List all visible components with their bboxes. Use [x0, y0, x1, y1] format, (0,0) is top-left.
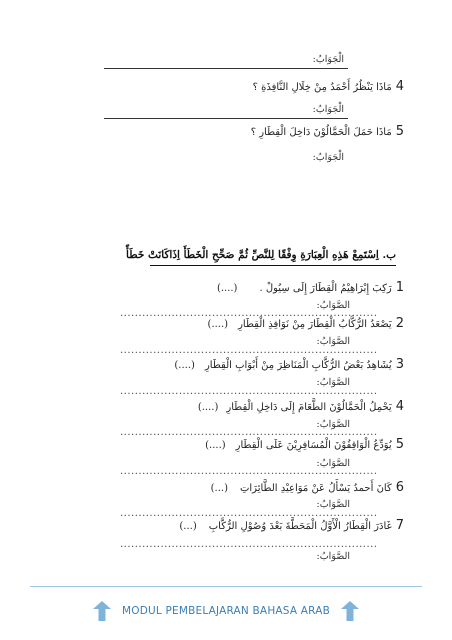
statement-number: 7	[395, 518, 404, 533]
arrow-up-icon	[92, 600, 112, 622]
correction-label: الصَّوَابُ:	[316, 336, 350, 347]
question-5	[251, 124, 404, 139]
true-false-mark[interactable]: (...)	[179, 521, 197, 532]
statement-3	[174, 357, 404, 372]
statement-text: يَصْعَدُ الرُّكَّابُ الْقِطَارَ مِنْ نَوَافِذِ الْقِطَارِ	[238, 319, 392, 330]
correction-dots[interactable]: ......................................................................	[120, 508, 378, 519]
answer-label: الْجَوَابُ:	[312, 54, 344, 65]
true-false-mark[interactable]: (....)	[207, 319, 229, 330]
statement-text: يُشَاهِدُ بَعْضُ الرُّكَّابِ الْمَنَاظِرَ مِنْ أَبْوَابِ الْقِطَارِ	[204, 360, 392, 371]
statement-5	[205, 437, 404, 452]
statement-text: يَحْمِلُ الْحَمَّالُوْنَ الطَّعَامَ إِلَى دَاخِلِ الْقِطَارِ	[226, 402, 392, 413]
question-number: 5	[395, 124, 404, 139]
question-4	[253, 79, 404, 94]
true-false-mark[interactable]: (....)	[197, 402, 219, 413]
statement-4	[198, 399, 404, 414]
correction-dots[interactable]: ......................................................................	[120, 466, 378, 477]
correction-dots[interactable]: ......................................................................	[120, 345, 378, 356]
answer-line[interactable]	[104, 118, 348, 119]
statement-number: 1	[395, 280, 404, 295]
answer-line[interactable]	[104, 68, 348, 69]
correction-label: الصَّوَابُ:	[316, 300, 350, 311]
true-false-mark[interactable]: (....)	[216, 283, 238, 294]
section-title-underline	[150, 265, 396, 266]
statement-number: 6	[395, 480, 404, 495]
statement-number: 4	[395, 399, 404, 414]
correction-dots[interactable]: ......................................................................	[120, 308, 378, 319]
correction-label: الصَّوَابُ:	[316, 499, 350, 510]
correction-dots[interactable]: ......................................................................	[120, 427, 378, 438]
question-text: مَاذَا يَنْظُرُ أَحْمَدُ مِنْ خِلَالِ النَّافِذَةِ ؟	[252, 82, 392, 93]
correction-label: الصَّوَابُ:	[316, 458, 350, 469]
statement-text: يُوَدِّعُ الْوَاقِفُوْنَ الْمُسَافِرِيْنَ عَلَى الْقِطَارِ	[235, 440, 392, 451]
footer-divider	[30, 586, 422, 587]
statement-7	[179, 518, 404, 533]
correction-label: الصَّوَابُ:	[316, 551, 350, 562]
correction-label: الصَّوَابُ:	[316, 377, 350, 388]
statement-2	[208, 316, 404, 331]
correction-label: الصَّوَابُ:	[316, 419, 350, 430]
footer-title: MODUL PEMBELAJARAN BAHASA ARAB	[121, 605, 331, 617]
statement-1	[217, 280, 404, 295]
true-false-mark[interactable]: (...)	[210, 483, 228, 494]
question-number: 4	[395, 79, 404, 94]
statement-text: غَادَرَ الْقِطَارُ الْأَوَّلُ الْمَحَطَّةَ بَعْدَ وُصُوْلِ الرُّكَّابِ	[208, 521, 392, 532]
true-false-mark[interactable]: (....)	[205, 440, 226, 451]
footer	[0, 597, 452, 625]
correction-dots[interactable]: ......................................................................	[120, 539, 378, 550]
true-false-mark[interactable]: (....)	[174, 360, 195, 371]
answer-label: الْجَوَابُ:	[312, 104, 344, 115]
statement-text: كَانَ أَحمدُ يَسْأَلُ عَنْ مَوَاعِيْدِ الطَّائِرَاتِ	[239, 483, 392, 494]
statement-text: رَكِبَ إِبْرَاهِيْمُ الْقِطَارَ إِلَى سِيُولْ .	[259, 283, 392, 294]
arrow-up-icon	[340, 600, 360, 622]
statement-number: 2	[395, 316, 404, 331]
statement-number: 3	[395, 357, 404, 372]
question-text: مَاذَا حَمَلَ الْحَمَّالُوْنَ دَاخِلَ الْقِطَارِ ؟	[250, 127, 392, 138]
statement-6	[211, 480, 404, 495]
statement-number: 5	[395, 437, 404, 452]
answer-label: الْجَوَابُ:	[312, 152, 344, 163]
correction-dots[interactable]: ......................................................................	[120, 386, 378, 397]
section-title: ب. اِسْتَمِعْ هَذِهِ الْعِبَارَةِ وِفْقًا لِلنَّصِّ ثُمَّ صَحِّحِ الْخَطَأَ اِذَاكَانَتْ خَطَأً	[126, 249, 396, 261]
